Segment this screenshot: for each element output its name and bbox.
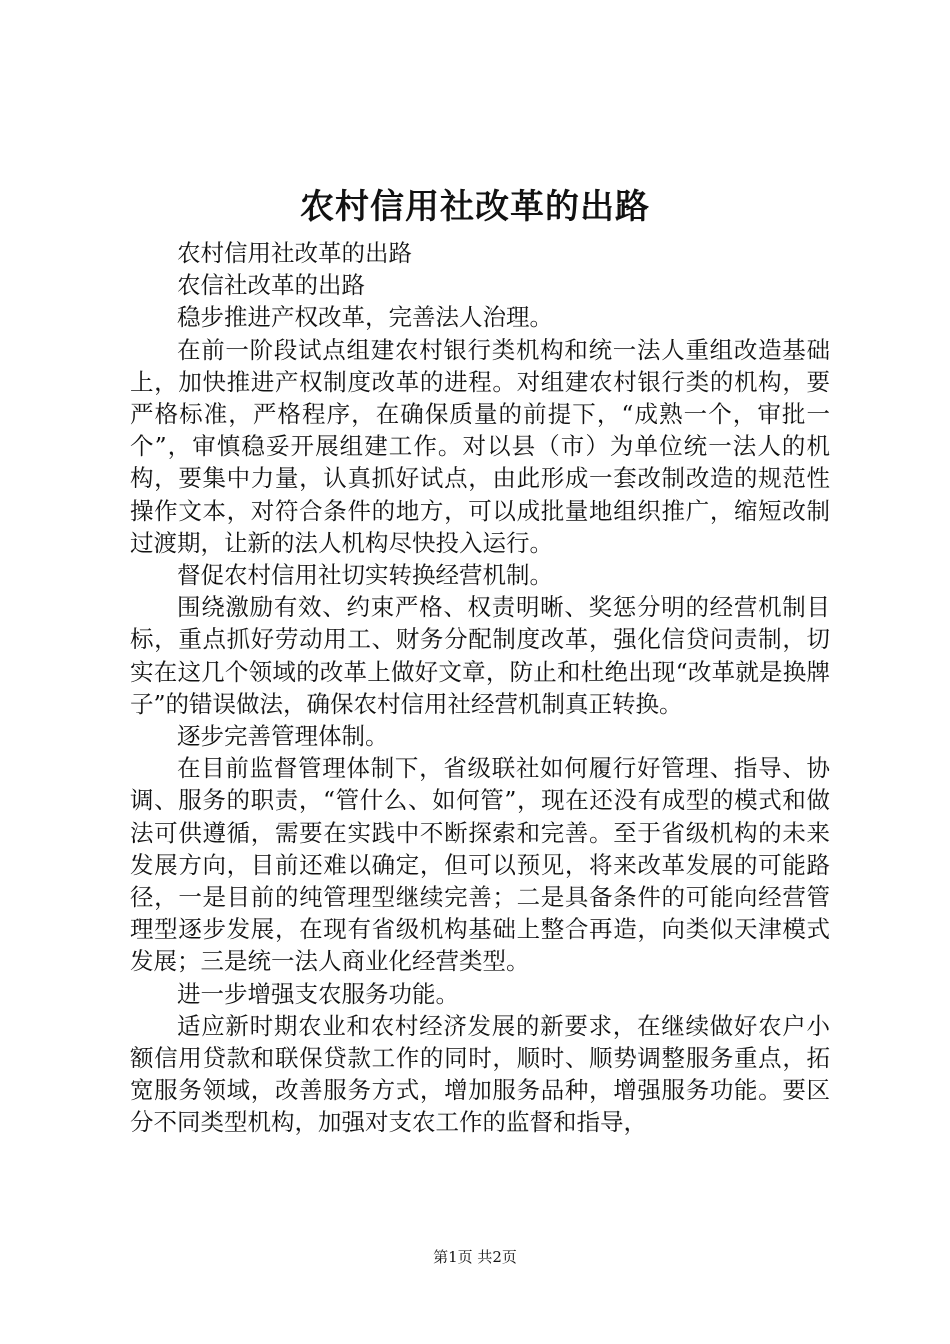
paragraph: 适应新时期农业和农村经济发展的新要求，在继续做好农户小额信用贷款和联保贷款工作的同时，顺时、顺势调整服务重点，拓宽服务领域，改善服务方式，增加服务品种，增强服务功能。要区分不同类型机构，加强对支农工作的监督和指导， [130,1011,830,1137]
document-body [130,237,830,1139]
paragraph: 围绕激励有效、约束严格、权责明晰、奖惩分明的经营机制目标，重点抓好劳动用工、财务分配制度改革，强化信贷问责制，切实在这几个领域的改革上做好文章，防止和杜绝出现“改革就是换牌子”的错误做法，确保农村信用社经营机制真正转换。 [130,593,830,718]
paragraph: 在目前监督管理体制下，省级联社如何履行好管理、指导、协调、服务的职责，“管什么、如何管”，现在还没有成型的模式和做法可供遵循，需要在实践中不断探索和完善。至于省级机构的未来发展方向，目前还难以确定，但可以预见，将来改革发展的可能路径，一是目前的纯管理型继续完善；二是具备条件的可能向经营管理型逐步发展，在现有省级机构基础上整合再造，向类似天津模式发展；三是统一法人商业化经营类型。 [130,754,830,976]
paragraph: 农信社改革的出路 [177,271,365,300]
paragraph: 在前一阶段试点组建农村银行类机构和统一法人重组改造基础上，加快推进产权制度改革的进程。对组建农村银行类的机构，要严格标准，严格程序，在确保质量的前提下，“成熟一个，审批一个”，审慎稳妥开展组建工作。对以县（市）为单位统一法人的机构，要集中力量，认真抓好试点，由此形成一套改制改造的规范性操作文本，对符合条件的地方，可以成批量地组织推广，缩短改制过渡期，让新的法人机构尽快投入运行。 [130,335,830,557]
paragraph: 逐步完善管理体制。 [177,722,389,751]
paragraph: 稳步推进产权改革，完善法人治理。 [177,303,553,332]
paragraph: 督促农村信用社切实转换经营机制。 [177,561,553,590]
document-title: 农村信用社改革的出路 [300,187,650,227]
paragraph: 进一步增强支农服务功能。 [177,979,459,1008]
paragraph: 农村信用社改革的出路 [177,239,412,267]
page-footer: 第1页 共2页 [433,1248,517,1266]
